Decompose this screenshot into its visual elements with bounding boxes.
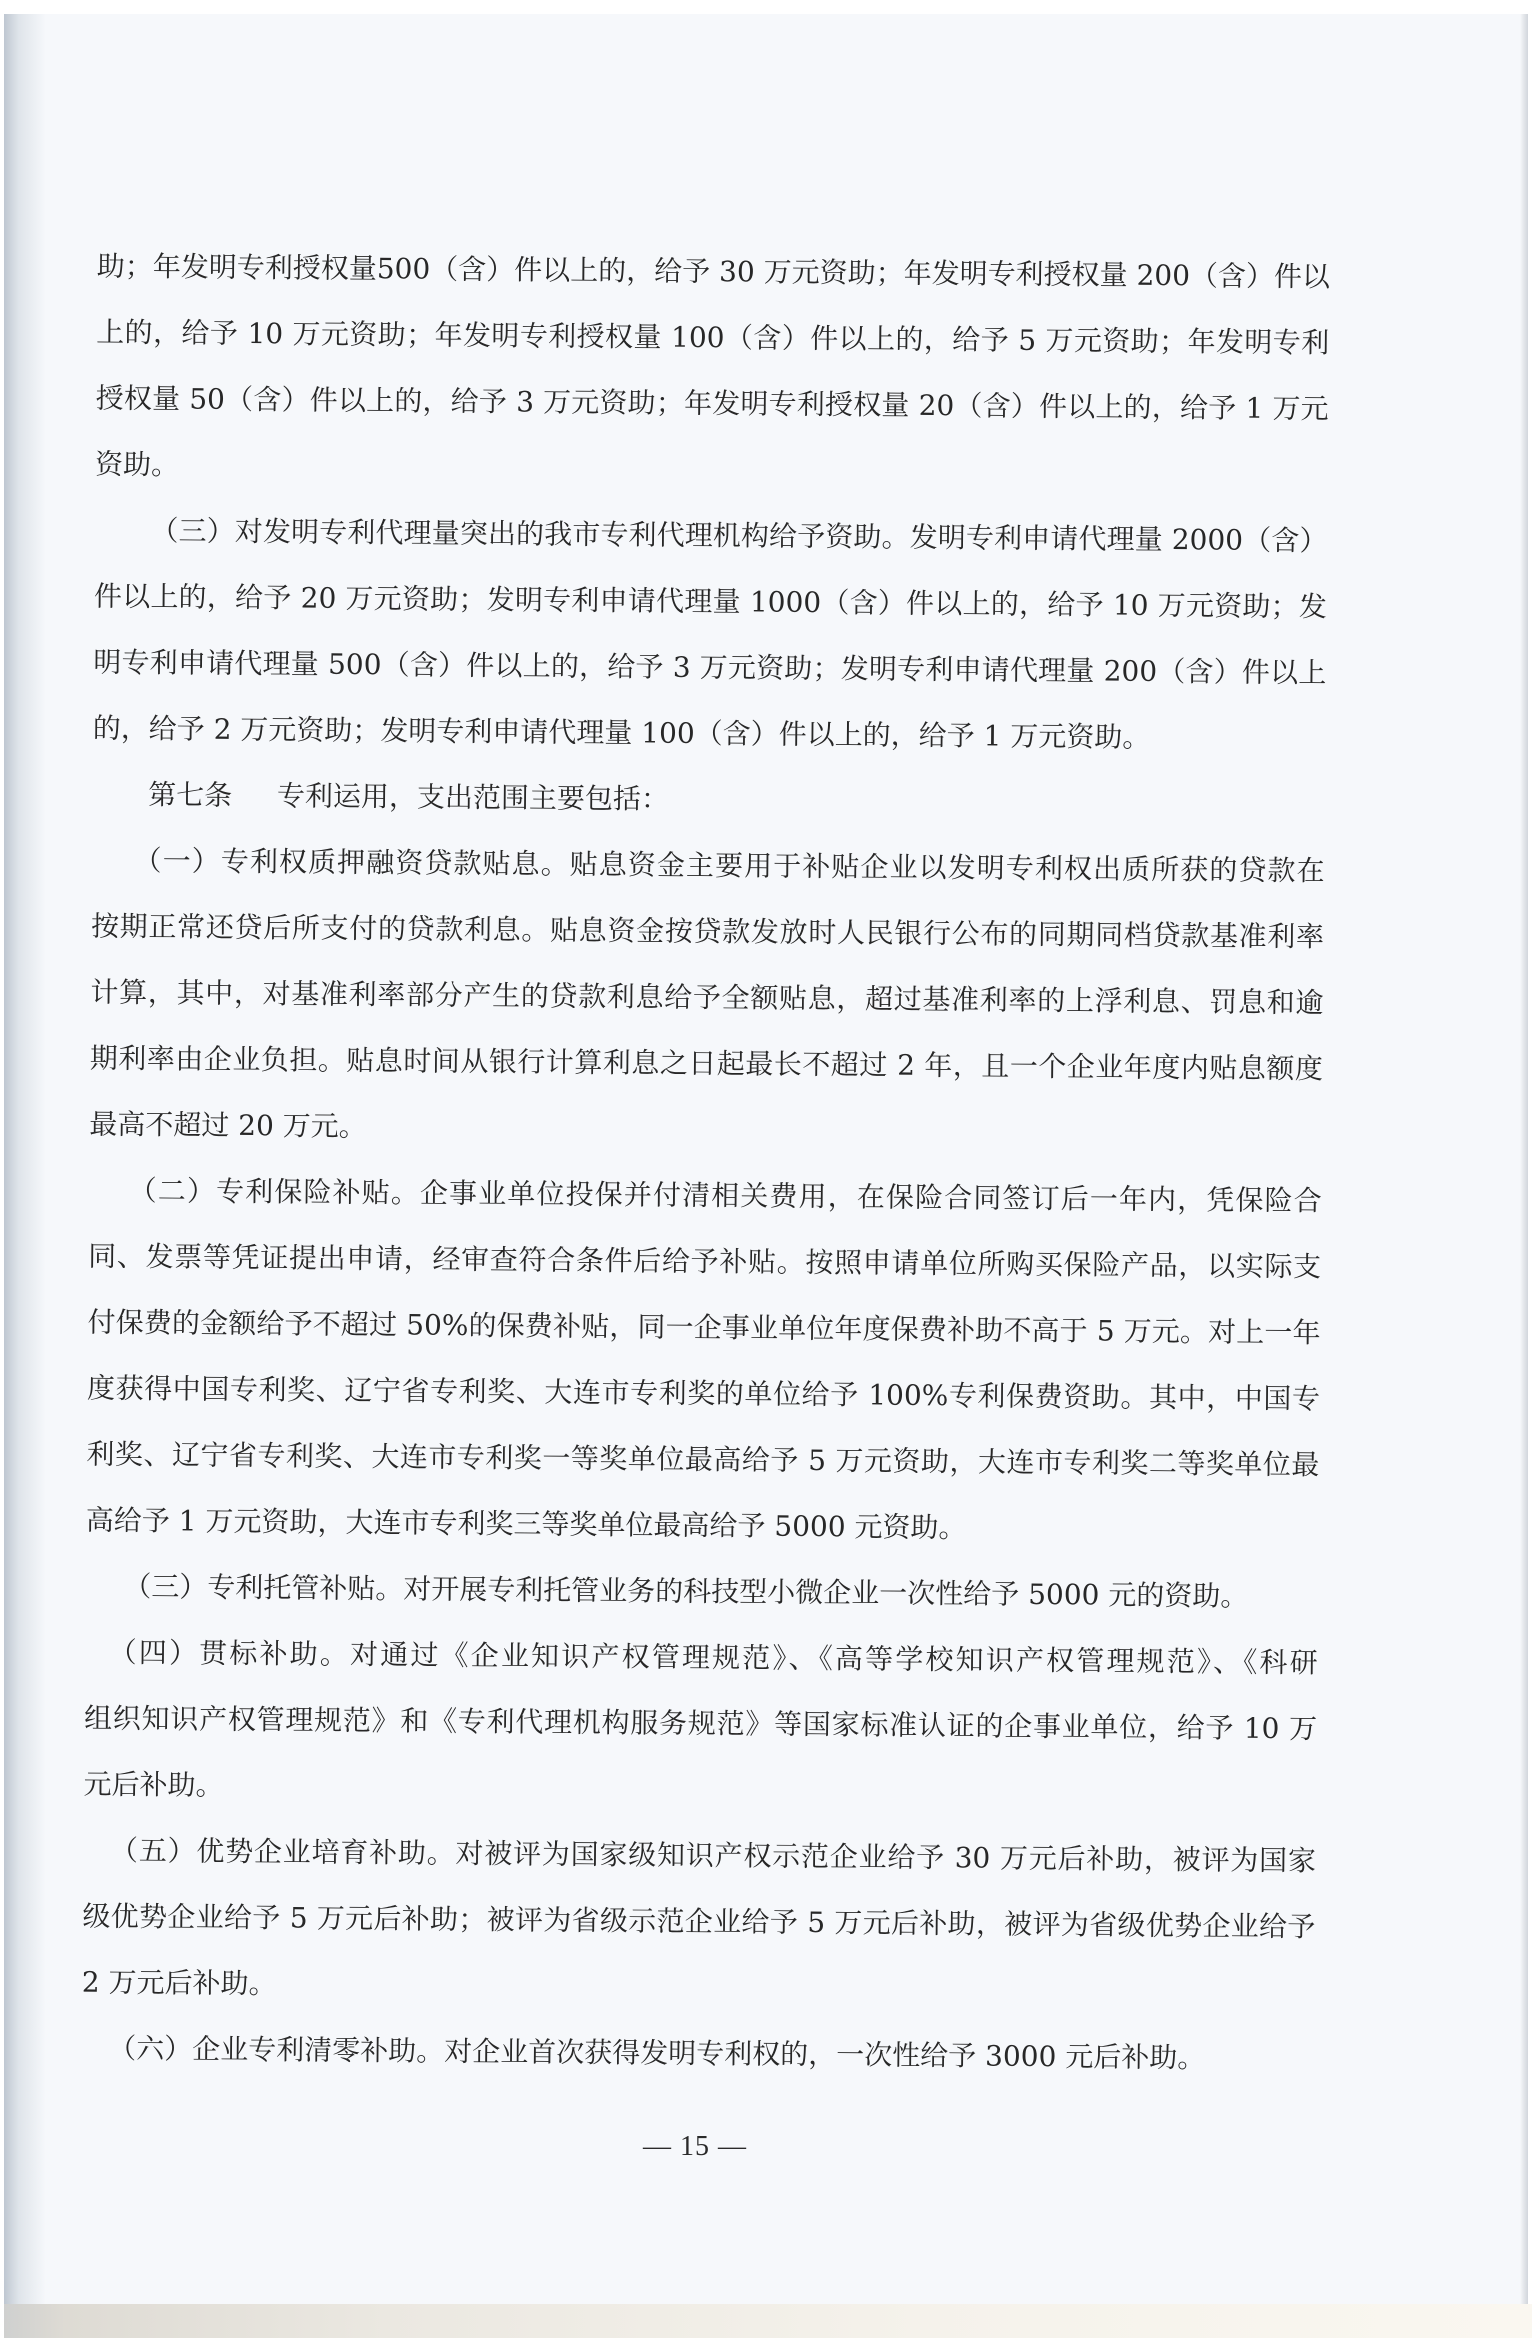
- paragraph-line: 上的，给予 10 万元资助；年发明专利授权量 100（含）件以上的，给予 5 万元资助；年发明专利: [96, 315, 1330, 360]
- paragraph-line: 利奖、辽宁省专利奖、大连市专利奖一等奖单位最高给予 5 万元资助，大连市专利奖二等奖单位最: [86, 1437, 1320, 1482]
- scanner-bottom-strip: [4, 2304, 1532, 2338]
- article-7-heading: [92, 762, 1326, 839]
- paragraph-line: （二）专利保险补贴。企事业单位投保并付清相关费用，在保险合同签订后一年内，凭保险合: [128, 1173, 1322, 1218]
- item-patent-agency-funding: [92, 498, 1327, 773]
- article-number: 第七条: [148, 778, 233, 812]
- paper-edge: [1520, 14, 1528, 2304]
- paragraph-line: 授权量 50（含）件以上的，给予 3 万元资助；年发明专利授权量 20（含）件以上的，给予 1 万元: [95, 381, 1329, 426]
- item-pledge-loan-interest-subsidy: [89, 828, 1325, 1169]
- item-first-patent-subsidy: [81, 2016, 1315, 2093]
- paragraph-line: 元后补助。: [83, 1767, 224, 1802]
- item-patent-custody-subsidy: [85, 1554, 1319, 1631]
- paragraph-line: （三）对发明专利代理量突出的我市专利代理机构给予资助。发明专利申请代理量 2000（含）: [150, 514, 1328, 558]
- paragraph-line: （一）专利权质押融资贷款贴息。贴息资金主要用于补贴企业以发明专利权出质所获的贷款在: [133, 843, 1325, 888]
- item-advantage-enterprise-subsidy: [82, 1818, 1317, 2027]
- paragraph-line: 度获得中国专利奖、辽宁省专利奖、大连市专利奖的单位给予 100%专利保费资助。其中，中国专: [86, 1371, 1321, 1416]
- item-patent-insurance-subsidy: [86, 1158, 1322, 1565]
- paragraph-line: 期利率由企业负担。贴息时间从银行计算利息之日起最长不超过 2 年，且一个企业年度内贴息额度: [89, 1041, 1323, 1086]
- paragraph-line: 助；年发明专利授权量500（含）件以上的，给予 30 万元资助；年发明专利授权量 200（含）件以: [96, 249, 1331, 294]
- paragraph-continuation: [95, 234, 1330, 509]
- paragraph-line: （五）优势企业培育补助。对被评为国家级知识产权示范企业给予 30 万元后补助，被评为国家: [109, 1833, 1317, 1878]
- paragraph-line: 计算，其中，对基准利率部分产生的贷款利息给予全额贴息，超过基准利率的上浮利息、罚息和逾: [90, 975, 1324, 1020]
- item-standard-implementation-subsidy: [83, 1620, 1318, 1829]
- paragraph-line: 件以上的，给予 20 万元资助；发明专利申请代理量 1000（含）件以上的，给予 10 万元资助；发: [93, 579, 1328, 624]
- paragraph-line: （六）企业专利清零补助。对企业首次获得发明专利权的，一次性给予 3000 元后补助。: [108, 2031, 1206, 2075]
- document-body: [81, 234, 1330, 2093]
- paragraph-line: 资助。: [94, 447, 180, 482]
- binding-shadow: [4, 14, 46, 2304]
- page-number: — 15 —: [643, 2131, 747, 2162]
- paragraph-line: 高给予 1 万元资助，大连市专利奖三等奖单位最高给予 5000 元资助。: [85, 1503, 967, 1545]
- paragraph-line: 2 万元后补助。: [81, 1965, 277, 2001]
- paragraph-line: 按期正常还贷后所支付的贷款利息。贴息资金按贷款发放时人民银行公布的同期同档贷款基准利率: [90, 909, 1325, 954]
- paragraph-line: 付保费的金额给予不超过 50%的保费补贴，同一企事业单位年度保费补助不高于 5 万元。对上一年: [87, 1305, 1321, 1350]
- paragraph-line: 级优势企业给予 5 万元后补助；被评为省级示范企业给予 5 万元后补助，被评为省级优势企业给予: [82, 1899, 1316, 1944]
- paragraph-line: 最高不超过 20 万元。: [89, 1107, 367, 1144]
- article-title: 专利运用，支出范围主要包括：: [276, 779, 670, 816]
- paragraph-line: 的，给予 2 万元资助；发明专利申请代理量 100（含）件以上的，给予 1 万元资助。: [92, 711, 1151, 754]
- paragraph-line: （四）贯标补助。对通过《企业知识产权管理规范》、《高等学校知识产权管理规范》、《科研: [108, 1635, 1318, 1680]
- paragraph-line: 组织知识产权管理规范》和《专利代理机构服务规范》等国家标准认证的企事业单位，给予 10 万: [83, 1701, 1318, 1746]
- paragraph-line: （三）专利托管补贴。对开展专利托管业务的科技型小微企业一次性给予 5000 元的资助。: [123, 1569, 1249, 1613]
- paragraph-line: 明专利申请代理量 500（含）件以上的，给予 3 万元资助；发明专利申请代理量 200（含）件以上: [93, 645, 1327, 690]
- paragraph-line: 同、发票等凭证提出申请，经审查符合条件后给予补贴。按照申请单位所购买保险产品，以实际支: [88, 1239, 1322, 1284]
